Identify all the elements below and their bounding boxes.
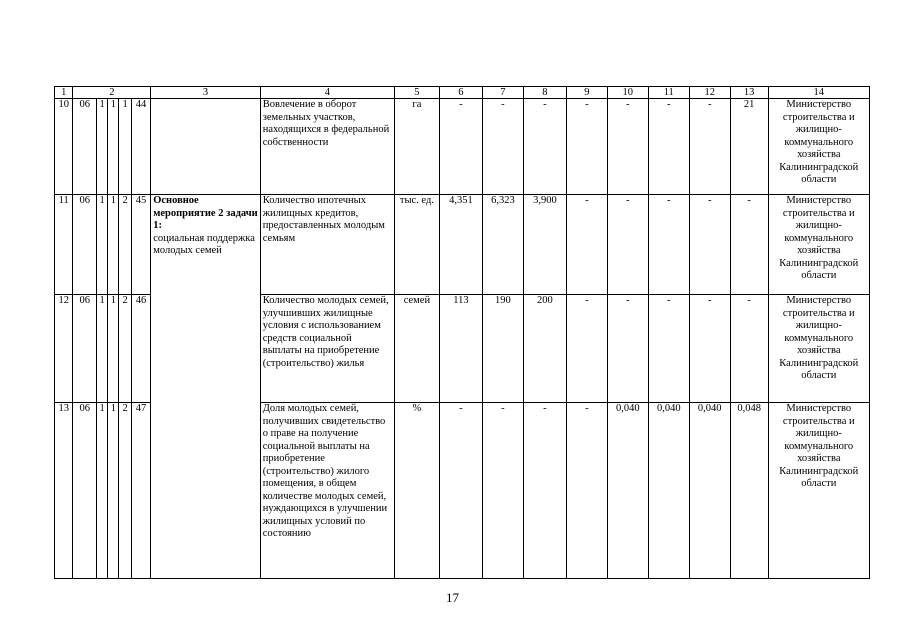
unit-cell: % bbox=[394, 403, 439, 579]
code-2: 1 bbox=[96, 295, 107, 403]
indicator-cell: Количество молодых семей, улучшивших жилищные условия с использованием средств социальной выплаты на приобретение (строительство) жилья bbox=[260, 295, 394, 403]
value-6: 4,351 bbox=[439, 195, 482, 295]
value-7: 6,323 bbox=[482, 195, 523, 295]
unit-cell: тыс. ед. bbox=[394, 195, 439, 295]
header-cell-4: 4 bbox=[260, 87, 394, 99]
value-8: - bbox=[523, 403, 566, 579]
indicator-cell: Вовлечение в оборот земельных участков, находящихся в федеральной собственности bbox=[260, 99, 394, 195]
code-3: 1 bbox=[108, 195, 119, 295]
code-4: 2 bbox=[119, 195, 131, 295]
code-2: 1 bbox=[96, 99, 107, 195]
value-10: - bbox=[607, 99, 648, 195]
measure-text: социальная поддержка молодых семей bbox=[153, 232, 255, 256]
row-number: 12 bbox=[55, 295, 73, 403]
value-7: - bbox=[482, 99, 523, 195]
code-1: 06 bbox=[73, 403, 97, 579]
unit-cell: га bbox=[394, 99, 439, 195]
code-2: 1 bbox=[96, 403, 107, 579]
responsible-cell: Министерство строительства и жилищно-коммунального хозяйства Калининградской области bbox=[768, 403, 869, 579]
value-10: 0,040 bbox=[607, 403, 648, 579]
header-cell-14: 14 bbox=[768, 87, 869, 99]
value-12: 0,040 bbox=[689, 403, 730, 579]
code-3: 1 bbox=[108, 99, 119, 195]
responsible-cell: Министерство строительства и жилищно-коммунального хозяйства Калининградской области bbox=[768, 295, 869, 403]
code-5: 45 bbox=[131, 195, 150, 295]
measure-cell bbox=[151, 195, 261, 579]
value-8: 200 bbox=[523, 295, 566, 403]
value-12: - bbox=[689, 99, 730, 195]
value-9: - bbox=[566, 195, 607, 295]
row-number: 10 bbox=[55, 99, 73, 195]
code-5: 46 bbox=[131, 295, 150, 403]
responsible-cell: Министерство строительства и жилищно-коммунального хозяйства Калининградской области bbox=[768, 99, 869, 195]
value-9: - bbox=[566, 295, 607, 403]
value-13: - bbox=[730, 295, 768, 403]
measure-cell bbox=[151, 99, 261, 195]
code-4: 1 bbox=[119, 99, 131, 195]
column-number-header bbox=[55, 87, 870, 99]
value-6: - bbox=[439, 403, 482, 579]
header-cell-10: 10 bbox=[607, 87, 648, 99]
header-cell-8: 8 bbox=[523, 87, 566, 99]
value-11: - bbox=[648, 99, 689, 195]
header-cell-5: 5 bbox=[394, 87, 439, 99]
indicator-cell: Количество ипотечных жилищных кредитов, предоставленных молодым семьям bbox=[260, 195, 394, 295]
value-6: 113 bbox=[439, 295, 482, 403]
row-number: 13 bbox=[55, 403, 73, 579]
value-8: 3,900 bbox=[523, 195, 566, 295]
code-5: 47 bbox=[131, 403, 150, 579]
value-7: - bbox=[482, 403, 523, 579]
value-13: - bbox=[730, 195, 768, 295]
header-cell-11: 11 bbox=[648, 87, 689, 99]
value-7: 190 bbox=[482, 295, 523, 403]
table-row bbox=[55, 195, 870, 295]
value-10: - bbox=[607, 295, 648, 403]
value-11: - bbox=[648, 295, 689, 403]
value-11: 0,040 bbox=[648, 403, 689, 579]
code-2: 1 bbox=[96, 195, 107, 295]
value-6: - bbox=[439, 99, 482, 195]
value-12: - bbox=[689, 295, 730, 403]
code-4: 2 bbox=[119, 403, 131, 579]
header-cell-12: 12 bbox=[689, 87, 730, 99]
header-cell-6: 6 bbox=[439, 87, 482, 99]
header-cell-9: 9 bbox=[566, 87, 607, 99]
code-1: 06 bbox=[73, 195, 97, 295]
code-1: 06 bbox=[73, 99, 97, 195]
header-cell-3: 3 bbox=[151, 87, 261, 99]
value-11: - bbox=[648, 195, 689, 295]
header-cell-7: 7 bbox=[482, 87, 523, 99]
code-1: 06 bbox=[73, 295, 97, 403]
code-3: 1 bbox=[108, 295, 119, 403]
indicators-table bbox=[54, 86, 870, 579]
page-number: 17 bbox=[446, 590, 459, 605]
code-4: 2 bbox=[119, 295, 131, 403]
value-8: - bbox=[523, 99, 566, 195]
value-10: - bbox=[607, 195, 648, 295]
value-9: - bbox=[566, 403, 607, 579]
responsible-cell: Министерство строительства и жилищно-коммунального хозяйства Калининградской области bbox=[768, 195, 869, 295]
measure-title: Основное мероприятие 2 задачи 1: bbox=[153, 195, 258, 231]
table-row bbox=[55, 99, 870, 195]
header-cell-2: 2 bbox=[73, 87, 151, 99]
value-13: 0,048 bbox=[730, 403, 768, 579]
unit-cell: семей bbox=[394, 295, 439, 403]
row-number: 11 bbox=[55, 195, 73, 295]
indicator-cell: Доля молодых семей, получивших свидетельство о праве на получение социальной выплаты на приобретение (строительство) жилого помещения, в общем количестве молодых семей, нуждающихся в улучшении жилищных условий по состоянию bbox=[260, 403, 394, 579]
header-cell-13: 13 bbox=[730, 87, 768, 99]
value-9: - bbox=[566, 99, 607, 195]
code-3: 1 bbox=[108, 403, 119, 579]
value-12: - bbox=[689, 195, 730, 295]
value-13: 21 bbox=[730, 99, 768, 195]
code-5: 44 bbox=[131, 99, 150, 195]
header-cell-1: 1 bbox=[55, 87, 73, 99]
